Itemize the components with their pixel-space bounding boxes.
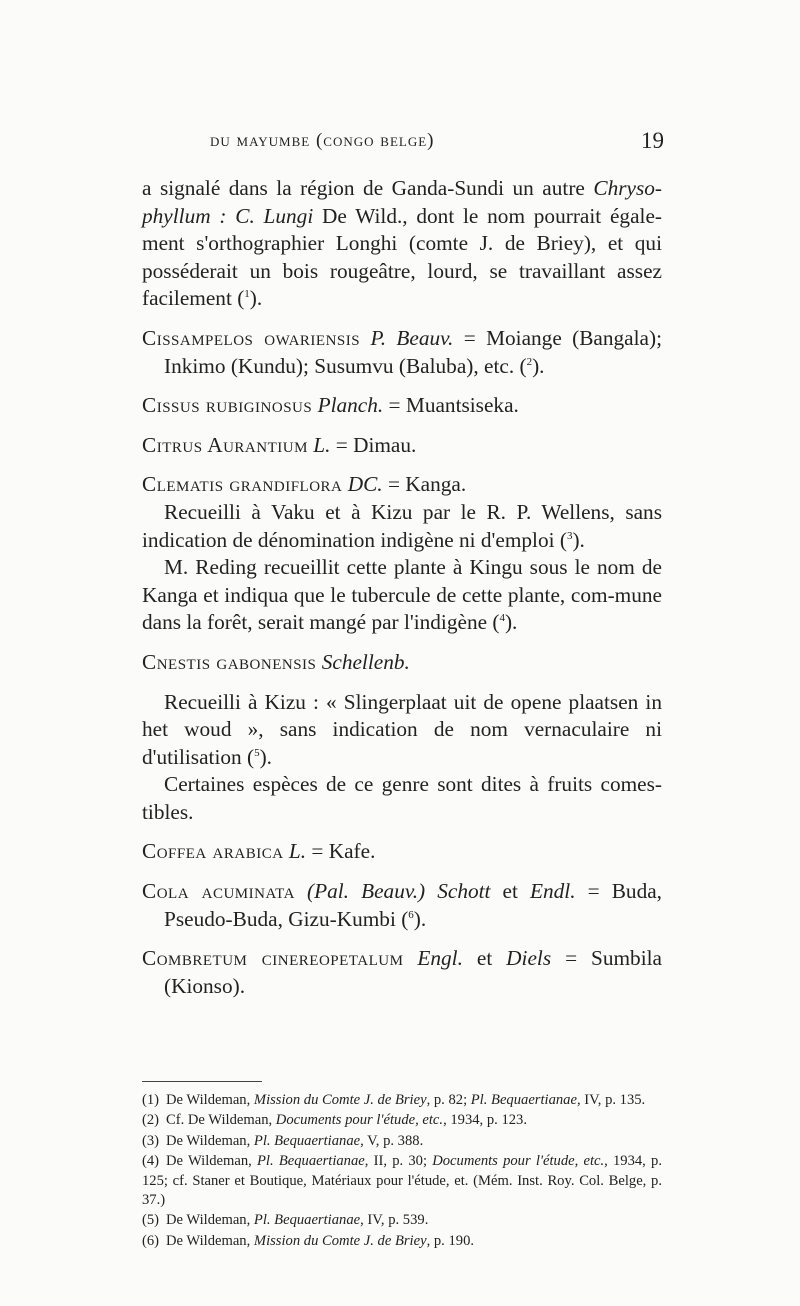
entry-combretum: Combretum cinereopetalum Engl. et Diels = Sumbila (Kionso). bbox=[142, 946, 662, 998]
running-title: du mayumbe (congo belge) bbox=[210, 130, 435, 151]
entry-coffea: Coffea arabica L. = Kafe. bbox=[142, 839, 376, 864]
footnote-3: (3) De Wildeman, Pl. Bequaertianae, V, p. 388. bbox=[142, 1132, 424, 1149]
entry-cnestis: Cnestis gabonensis Schellenb. bbox=[142, 649, 410, 674]
page-number: 19 bbox=[641, 128, 664, 153]
footnotes bbox=[142, 1091, 662, 1252]
intro-paragraph: a signalé dans la région de Ganda-Sundi un autre Chryso-phyllum : C. Lungi De Wild., dont le nom pourrait égale-ment s'orthographier Longhi (comte J. de Briey), et qui posséderait un bois rougeâtre, lourd, se travaillant assez facilement ($^1$). bbox=[142, 176, 662, 311]
entry-cola: Cola acuminata (Pal. Beauv.) Schott et Endl. = Buda, Pseudo-Buda, Gizu-Kumbi ($^6$). bbox=[142, 879, 662, 931]
entry-cissus: Cissus rubiginosus Planch. = Muantsiseka. bbox=[142, 393, 519, 418]
footnote-divider bbox=[142, 1081, 262, 1082]
clematis-paragraph-2: M. Reding recueillit cette plante à Kingu sous le nom de Kanga et indiqua que le tubercule de cette plante, com-mune dans la forêt, serait mangé par l'indigène ($^4$). bbox=[142, 555, 662, 635]
entry-clematis: Clematis grandiflora DC. = Kanga. bbox=[142, 472, 467, 497]
clematis-paragraph-1: Recueilli à Vaku et à Kizu par le R. P. Wellens, sans indication de dénomination indigène ni d'emploi ($^3$). bbox=[142, 499, 662, 552]
footnote-1: (1) De Wildeman, Mission du Comte J. de Briey, p. 82; Pl. Bequaertianae, IV, p. 135. bbox=[142, 1092, 646, 1108]
footnote-4: (4) De Wildeman, Pl. Bequaertianae, II, p. 30; Documents pour l'étude, etc., 1934, p. 125; cf. Staner et Boutique, Matériaux pour l'étude, et. (Mém. Inst. Roy. Col. Belge, p. 37.) bbox=[142, 1153, 662, 1209]
entry-citrus: Citrus Aurantium L. = Dimau. bbox=[142, 432, 417, 457]
cnestis-paragraph-2: Certaines espèces de ce genre sont dites à fruits comes-tibles. bbox=[142, 772, 662, 824]
footnote-6: (6) De Wildeman, Mission du Comte J. de Briey, p. 190. bbox=[142, 1232, 475, 1249]
cnestis-paragraph-1: Recueilli à Kizu : « Slingerplaat uit de opene plaatsen in het woud », sans indication de nom vernaculaire ni d'utilisation ($^5$). bbox=[142, 689, 662, 769]
footnote-2: (2) Cf. De Wildeman, Documents pour l'étude, etc., 1934, p. 123. bbox=[142, 1112, 527, 1129]
page-header bbox=[0, 130, 800, 160]
footnote-5: (5) De Wildeman, Pl. Bequaertianae, IV, p. 539. bbox=[142, 1212, 429, 1229]
entry-cissampelos: Cissampelos owariensis P. Beauv. = Moiange (Bangala); Inkimo (Kundu); Susumvu (Baluba), etc. ($^2$). bbox=[142, 325, 663, 378]
body-text bbox=[142, 175, 662, 1000]
